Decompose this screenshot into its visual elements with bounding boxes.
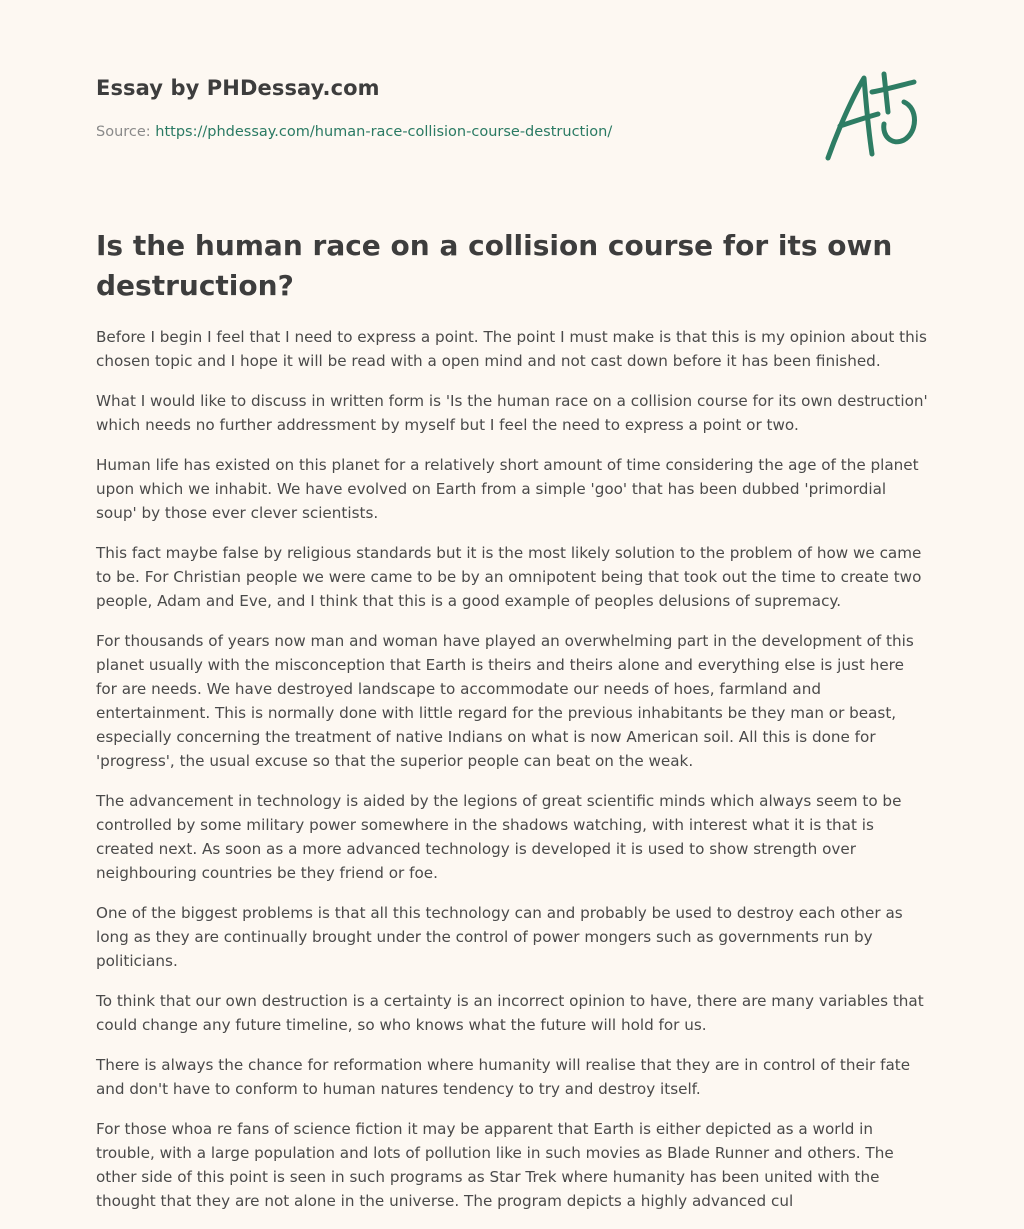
essay-paragraph: What I would like to discuss in written form is 'Is the human race on a collision course for its own destruction' which needs no further addressment by myself but I feel the need to express a point or two.	[96, 392, 928, 434]
essay-paragraph: For thousands of years now man and woman have played an overwhelming part in the development of this planet usually with the misconception that Earth is theirs and theirs alone and everything else is just here for are needs. We have destroyed landscape to accommodate our needs of hoes, farmland and entertainment. This is normally done with little regard for the previous inhabitants be they man or beast, especially concerning the treatment of native Indians on what is now American soil. All this is done for 'progress', the usual excuse so that the superior people can beat on the weak.	[96, 632, 914, 770]
a-plus-logo-icon	[822, 68, 926, 164]
essay-body	[96, 325, 928, 1229]
essay-paragraph: The advancement in technology is aided by the legions of great scientific minds which always seem to be controlled by some military power somewhere in the shadows watching, with interest what it is that is created next. As soon as a more advanced technology is developed it is used to show strength over neighbouring countries be they friend or foe.	[96, 792, 902, 882]
essay-paragraph: There is always the chance for reformation where humanity will realise that they are in control of their fate and don't have to conform to human natures tendency to try and destroy itself.	[96, 1056, 911, 1098]
essay-paragraph: Before I begin I feel that I need to express a point. The point I must make is that this is my opinion about this chosen topic and I hope it will be read with a open mind and not cast down before it has been finished.	[96, 328, 927, 370]
essay-title: Is the human race on a collision course for its own destruction?	[96, 229, 893, 302]
essay-paragraph: Human life has existed on this planet for a relatively short amount of time considering the age of the planet upon which we inhabit. We have evolved on Earth from a simple 'goo' that has been dubbed 'primordial soup' by those ever clever scientists.	[96, 456, 919, 522]
source-label: Source:	[96, 124, 151, 140]
source-link[interactable]: https://phdessay.com/human-race-collision-course-destruction/	[155, 124, 613, 140]
site-brand: Essay by PHDessay.com	[96, 76, 380, 100]
essay-paragraph: This fact maybe false by religious standards but it is the most likely solution to the problem of how we came to be. For Christian people we were came to be by an omnipotent being that took out the time to create two people, Adam and Eve, and I think that this is a good example of peoples delusions of supremacy.	[96, 544, 922, 610]
source-line	[96, 124, 612, 140]
essay-paragraph: For those whoa re fans of science fiction it may be apparent that Earth is either depicted as a world in trouble, with a large population and lots of pollution like in such movies as Blade Runner and others. The other side of this point is seen in such programs as Star Trek where humanity has been united with the thought that they are not alone in the universe. The program depicts a highly advanced cul	[96, 1120, 894, 1210]
essay-paragraph: To think that our own destruction is a certainty is an incorrect opinion to have, there are many variables that could change any future timeline, so who knows what the future will hold for us.	[96, 992, 924, 1034]
essay-paragraph: One of the biggest problems is that all this technology can and probably be used to destroy each other as long as they are continually brought under the control of power mongers such as governments run by politicians.	[96, 904, 903, 970]
